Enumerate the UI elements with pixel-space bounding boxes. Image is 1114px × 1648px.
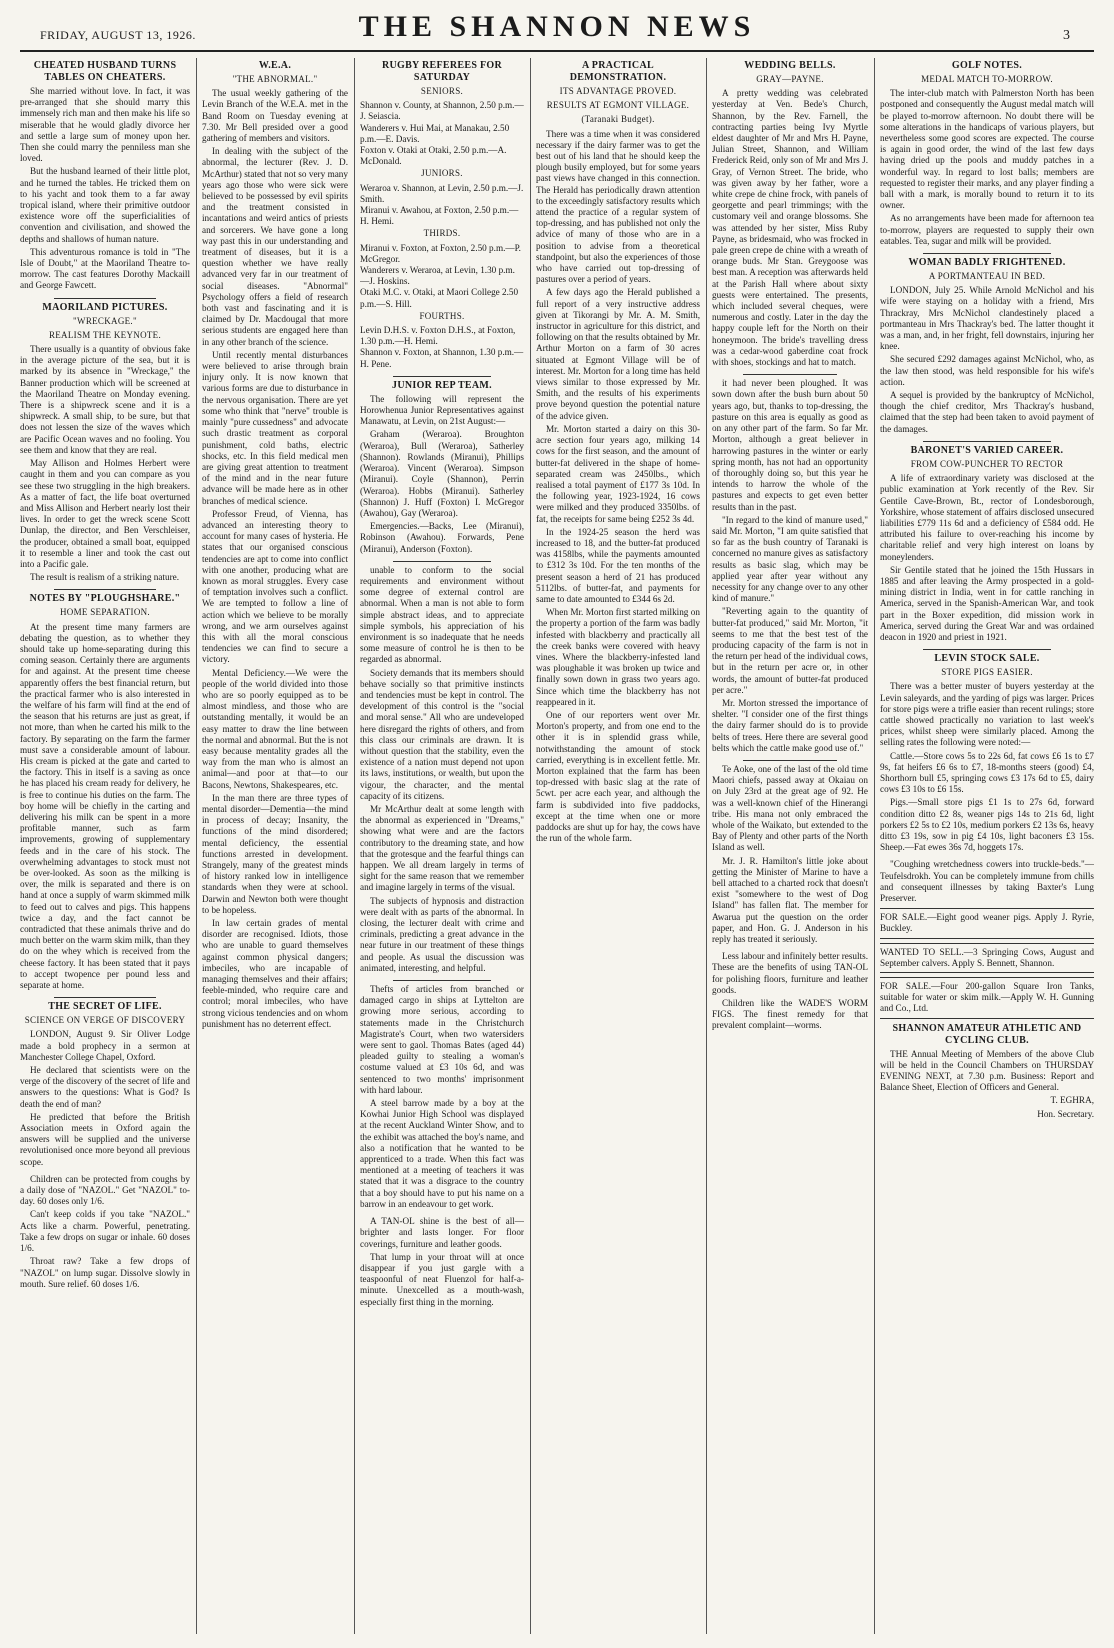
subheading: STORE PIGS EASIER. (941, 667, 1033, 678)
advertisement: "Coughing wretchedness cowers into truckle-beds."—Teufelsdrokh. You can be completely immune from chills and consequent illnesses by taking Baxter's Lung Preserver. (880, 859, 1094, 903)
advertisement: Can't keep colds if you take "NAZOL." Acts like a charm. Powerful, penetrating. Take a few drops on sugar or inhale. 60 doses 1/6. (20, 1209, 190, 1254)
headline: BARONET'S VARIED CAREER. (910, 444, 1064, 456)
article-wea (202, 60, 348, 1030)
fixture-line: Levin D.H.S. v. Foxton D.H.S., at Foxton, 1.30 p.m.—H. Hemi. (360, 325, 516, 347)
column-1 (20, 58, 190, 1634)
headline: RUGBY REFEREES FOR SATURDAY (381, 60, 503, 83)
club-notice (880, 1023, 1094, 1120)
article-news-briefs (712, 764, 868, 945)
fixture-line: Miranui v. Foxton, at Foxton, 2.50 p.m.—P. McGregor. (360, 242, 521, 264)
paragraph: There usually is a quantity of obvious fake in the average picture of the sea, but it is marked by its absence in "Wreckage," the Banner production which will be screened at the Maoriland Theatre on Monday evening. There is a shipwreck scene and it is a shipwreck. A small ship, to be sure, but that does not lessen the size of the waves which are Pacific Ocean waves and no fooling. You see them and know that they are real. (20, 344, 190, 455)
column-6 (880, 58, 1094, 1634)
column-rule (354, 58, 355, 1634)
paragraph: Mr. J. R. Hamilton's little joke about getting the Minister of Marine to have a bell attached to a charted rock that doesn't exist "somewhere to the west of Dog Island" has fallen flat. The member for Awarua put the question on the order paper, and Hon. G. J. Anderson in his reply has treated it seriously. (712, 855, 868, 945)
notice-body: THE Annual Meeting of Members of the above Club will be held in the Council Chambers on THURSDAY EVENING NEXT, at 7.30 p.m. Business: Report and Balance Sheet, Election of Officers and General. (880, 1048, 1094, 1093)
article-cheated-husband (20, 60, 190, 292)
paragraph: Mr McArthur dealt at some length with the abnormal as experienced in "Dreams," showing what were and are the factors contributory to the dreaming state, and how that the grotesque and the fearful things can happen. We all dream largely in terms of sight for the same reason that we remember and imagine largely in terms of the visual. (360, 803, 524, 893)
paragraph: "Reverting again to the quantity of butter-fat produced," said Mr. Morton, "it seems to me that the best test of the producing capacity of the farm is not in the return per head of the individual cows, but in the return per acre or, in other words, the amount of butter-fat produced per acre." (712, 606, 868, 695)
masthead (20, 8, 1094, 52)
paragraph: The following will represent the Horowhenua Junior Representatives against Manawatu, at Levin, on 21st August:— (360, 393, 524, 427)
article-maoriland-pictures (20, 302, 190, 584)
paragraph: it had never been ploughed. It was sown down after the bush burn about 50 years ago, but, thanks to top-dressing, the pasture on this area is equally as good as on any other part of the farm. So far Mr. Morton, although a great believer in harrowing pastures in the winter or early spring month, has not had an opportunity of thoroughly doing so, but this year he intends to harrow the whole of the pastures and expects to get even better results than in the past. (712, 378, 868, 512)
article-news-briefs (360, 984, 524, 1210)
article-secret-of-life (20, 1001, 190, 1168)
paragraph: At the present time many farmers are debating the question, as to whether they should take up home-separating during this coming season. Certainly there are arguments for and against. At the present time cheese apparently offers the best financial return, but the practical farmer who is also interested in the welfare of his farm will find at the end of the season that his returns are just as great, if not more, than when he carted his milk to the factory. By separating on the farm the farmer must save a considerable amount of labour. His cream is picked at the gate and carted to the factory. This in itself is a saving as once he has placed his cream ready for delivery, he is free to continue his duties on the farm. The boy home will be chiefly in the carting and delivering his milk can be spent in a more profitable manner, such as farm improvements, growing of supplementary feeds and in the care of his stock. The overwhelming advantages to stock must not be over-looked. As soon as the milking is over, the milk is separated and there is on hand at once a supply of warm skimmed milk to feed out to calves and pigs. This happens twice a day, and the fact cannot be contradicted that these animals thrive and do much better on the warm skim milk, than they do on the whey which is received from the cheese factory. It has been stated that it pays to accept twopence per pound less and separate at home. (20, 621, 190, 991)
headline: JUNIOR REP TEAM. (392, 379, 492, 391)
fixture-line: Otaki M.C. v. Otaki, at Maori College 2.50 p.m.—S. Hill. (360, 287, 519, 309)
paragraph: The usual weekly gathering of the Levin Branch of the W.E.A. met in the Band Room on Tuesday evening at 7.30. Mr Bell presided over a good gathering of members and visitors. (202, 88, 348, 144)
paragraph: The inter-club match with Palmerston North has been postponed and consequently the August medal match will be played to-morrow afternoon. No doubt there will be some alterations in the handicaps of various players, but nevertheless some good scores are expected. The course is again in good order, the wind of the last few days having dried up the pools and muddy patches in a wonderful way. In regard to lost balls; members are requested to register their marks, and any player finding a ball with a mark, is morally bound to return it to its owner. (880, 88, 1094, 211)
paragraph: She secured £292 damages against McNichol, who, as the law then stood, was held responsible for his wife's action. (880, 354, 1094, 387)
paragraph: A sequel is provided by the bankruptcy of McNichol, though the chief creditor, Mrs Thackray's husband, claimed that the step had been taken to avoid payment of the damages. (880, 390, 1094, 434)
subheading: "THE ABNORMAL." (232, 74, 318, 84)
advertisement: That lump in your throat will at once disappear if you just gargle with a teaspoonful of neat Fluenzol for half-a-minute. Unexcelled as a mouth-wash, especially first thing in the morning. (360, 1251, 524, 1307)
subheading: THIRDS. (423, 228, 461, 239)
paragraph: Emergencies.—Backs, Lee (Miranui), Robinson (Awahou). Forwards, Pene (Miranui), Anderson (Foxton). (360, 521, 524, 554)
paragraph: Graham (Weraroa). Broughton (Weraroa), Bull (Weraroa), Satherley (Shannon). Rowlands (Miranui), Phillips (Weraroa). Vincent (Weraroa). Simpson (Miranui). Coyle (Shannon), Perrin (Weraroa). Hobbs (Miranui). Satherley (Shannon) J. Huff (Foxton) I. McGregor (Awahou), Gay (Weraroa). (360, 429, 524, 518)
paragraph: The subjects of hypnosis and distraction were dealt with as parts of the abnormal. In closing, the lecturer dealt with crime and criminals, predicting a great advance in the near future in our treatment of these things and people. As usual the discussion was animated, interesting, and helpful. (360, 895, 524, 973)
paragraph: Sir Gentile stated that he joined the 15th Hussars in 1885 and after leaving the Army prospected in a gold-mining district in India, went in for cattle ranching in America, served in the Spanish-American War, and took part in the Boxer expedition, did mission work in America, served during the Great War and was ordained deacon in 1920 and priest in 1921. (880, 564, 1094, 642)
classified-ad (880, 943, 1094, 973)
headline: MAORILAND PICTURES. (42, 301, 168, 313)
advertisement: Less labour and infinitely better results. These are the benefits of using TAN-OL for polishing floors, furniture and leather goods. (712, 951, 868, 995)
article-levin-stock-sale (880, 653, 1094, 853)
ad-text: FOR SALE.—Four 200-gallon Square Iron Tanks, suitable for water or skim milk.—Apply W. H. Gunning and Co., Ltd. (880, 981, 1094, 1014)
advertisement: A TAN-OL shine is the best of all—brighter and lasts longer. For floor coverings, furniture and leather goods. (360, 1216, 524, 1249)
source-note: (Taranaki Budget). (581, 114, 655, 125)
column-3 (360, 58, 524, 1634)
paragraph: A steel barrow made by a boy at the Kowhai Junior High School was displayed at the recent Auckland Winter Show, and to the exhibit was attached the boy's name, and also a notification that he wanted to be apprenticed to a trade. When this fact was mentioned at a meeting of teachers it was stated that it was a disgrace to the country that a boy should have to put his name on a barrow in an endeavour to get work. (360, 1098, 524, 1209)
headline: CHEATED HUSBAND TURNS TABLES ON CHEATERS. (33, 60, 177, 83)
subheading: SENIORS. (420, 86, 464, 96)
issue-date: FRIDAY, AUGUST 13, 1926. (40, 28, 196, 42)
subheading: JUNIORS. (421, 168, 463, 179)
paragraph: In dealing with the subject of the abnormal, the lecturer (Rev. J. D. McArthur) stated that not so very many years ago those who were sick were believed to be possessed by evil spirits and the treatment consisted in incantations and weird antics of priests and sorcerers. We have gone a long way past this in our understanding and treatment of diseases, but it is a question whether we have really advanced very far in our treatment of social diseases. "Abnormal" Psychology offers a field of research both vast and fascinating and it is claimed by Dr. Macdougal that more serious students are engaged here than in any other branch of the science. (202, 146, 348, 347)
headline: GOLF NOTES. (951, 60, 1023, 71)
paragraph: As no arrangements have been made for afternoon tea to-morrow, players are requested to supply their own eatables. Tea, sugar and milk will be provided. (880, 213, 1094, 246)
newspaper-title: THE SHANNON NEWS (358, 10, 756, 43)
paragraph: This adventurous romance is told in "The Isle of Doubt," at the Maoriland Theatre to-morrow. The cast features Dorothy Mackaill and George Fawcett. (20, 246, 190, 291)
paragraph: Society demands that its members should behave socially so that primitive instincts and tendencies must be kept in control. The development of this control is the "social and moral sense." All who are undeveloped here disregard the rights of others, and from this class our criminals are drawn. It is without question that the stability, even the existence of a nation must depend not upon its laws, institutions, or wealth, but upon the vigour, the character, and the mental capacity of its citizens. (360, 667, 524, 801)
classified-ad (880, 908, 1094, 938)
headline: NOTES BY "PLOUGHSHARE." (29, 593, 181, 605)
subheading: MEDAL MATCH TO-MORROW. (921, 74, 1053, 84)
fixture-line: Shannon v. Foxton, at Shannon, 1.30 p.m.—H. Pene. (360, 347, 524, 369)
classified-ad (880, 977, 1094, 1019)
advertisement: Children can be protected from coughs by a daily dose of "NAZOL." Get "NAZOL" to-day. 60 doses only 1/6. (20, 1173, 190, 1207)
paragraph: A pretty wedding was celebrated yesterday at Ven. Bede's Church, Shannon, by the Rev. Farnell, the contracting parties being Ivy Myrtle eldest daughter of Mr and Mrs H. Payne, Julian Street, Shannon, and William Frederick Reid, only son of Mr and Mrs J. Gray, of Vernon Street. The bride, who was given away by her father, wore a white crepe de chine frock, with panels of georgette and pearl trimmings; with the customary veil and orange blossoms. She was attended by her sister, Miss Ruby Payne, as bridesmaid, who was frocked in pale green crepe de chine with a wreath of orange buds. Mr Stan. Greygoose was best man. A reception was afterwards held at the Parish Hall where about sixty guests were entertained. The presents, which included several cheques, were numerous and costly. Later in the day the happy couple left for the North on their honeymoon. The bride's travelling dress was a cedar-wood gaberdine coat frock with shoes, stockings and hat to match. (712, 88, 868, 368)
fixture-line: Wanderers v. Weraroa, at Levin, 1.30 p.m.—J. Hoskins. (360, 265, 515, 287)
subheading: HOME SEPARATION. (60, 607, 150, 618)
headline: W.E.A. (258, 60, 292, 71)
paragraph: Cattle.—Store cows 5s to 22s 6d, fat cows £6 1s to £7 9s, fat heifers £6 6s to £7, 18-months steers (good) £4, Shorthorn bull £5, springing cows £3 17s 6d to £5, dairy cows £3 10s to £6 15s. (880, 750, 1094, 795)
headline: SHANNON AMATEUR ATHLETIC AND CYCLING CLUB. (892, 1022, 1082, 1046)
headline: WOMAN BADLY FRIGHTENED. (908, 257, 1066, 269)
paragraph: Mr. Morton stressed the importance of shelter. "I consider one of the first things the dairy farmer should do is to provide belts of trees. Here there are several good belts which the cattle make good use of." (712, 697, 868, 753)
fixture-line: Miranui v. Awahou, at Foxton, 2.50 p.m.—H. Hemi. (360, 205, 519, 227)
article-rugby-referees (360, 60, 524, 370)
article-demonstration-continued (712, 378, 868, 754)
article-wea-continued (360, 565, 524, 974)
paragraph: Pigs.—Small store pigs £1 1s to 27s 6d, forward condition ditto £2 8s, weaner pigs 14s to 21s 6d, light porkers £2 5s to £2 10s, medium porkers £2 13s 6s, heavy ditto £3 19s, sow in pig £4 10s, light baconers £3 15s. Sheep.—Fat ewes 36s 7d, hoggets 17s. (880, 797, 1094, 853)
fixture-line: Weraroa v. Shannon, at Levin, 2.50 p.m.—J. Smith. (360, 182, 524, 204)
paragraph: In the 1924-25 season the herd was increased to 18, and the butter-fat produced was 4158lbs, while the payments amounted to £312 3s 10d. For the ten months of the present season a herd of 21 has produced 5112lbs. of butter-fat, and payments for same to date amounted to £344 6s 2d. (536, 526, 700, 604)
subheading: GRAY—PAYNE. (756, 74, 824, 84)
paragraph: LONDON, August 9. Sir Oliver Lodge made a bold prophecy in a sermon at Manchester College Chapel, Oxford. (20, 1029, 190, 1062)
ad-text: FOR SALE.—Eight good weaner pigs. Apply J. Ryrie, Buckley. (880, 912, 1094, 934)
paragraph: In law certain grades of mental disorder are recognised. Idiots, those who are unable to guard themselves against common physical dangers; imbeciles, who are incapable of managing themselves and their affairs; feeble-minded, who require care and control; moral imbeciles, who have strong vicious tendencies and on whom punishment has no deterrent effect. (202, 918, 348, 1029)
page-number: 3 (1063, 28, 1070, 43)
article-wedding-bells (712, 60, 868, 368)
article-practical-demonstration (536, 60, 700, 844)
signature-title: Hon. Secretary. (1037, 1108, 1094, 1119)
fixture-line: Foxton v. Otaki at Otaki, 2.50 p.m.—A. McDonald. (360, 145, 507, 167)
paragraph: But the husband learned of their little plot, and he turned the tables. He tricked them on to his yacht and took them to a far away tropical island, where their primitive outdoor existence wore off the superficialities of convention and civilisation, and showed the depths and shallows of human nature. (20, 166, 190, 244)
paragraph: One of our reporters went over Mr. Morton's property, and from one end to the other it is in splendid grass while, notwithstanding the amount of stock carried, everything is in excellent fettle. Mr. Morton explained that the farm has been top-dressed with basic slag at the rate of 5cwt. per acre each year, and although the farm is subdivided into five paddocks, except at the time when one or more paddocks are shut up for hay, the cows have the run of the whole farm. (536, 709, 700, 844)
column-rule (874, 58, 875, 1634)
fixture-line: Wanderers v. Hui Mai, at Manakau, 2.50 p.m.—E. Davis. (360, 122, 510, 144)
advertisement: Children like the WADE'S WORM FIGS. The finest remedy for that prevalent complaint—worms. (712, 998, 868, 1031)
paragraph: He predicted that before the British Association meets in Oxford again the answers will be supplied and the universe revolutionised once more beyond all previous scope. (20, 1111, 190, 1167)
paragraph: Professor Freud, of Vienna, has advanced an interesting theory to account for many cases of hysteria. He states that our organised conscious tendencies are apt to come into conflict with one another, producing what are known as moral struggles. Every case of temptation involves such a conflict. We are tempted to follow a line of action which we believe to be morally wrong, and we arm ourselves against this with all the moral conscious tendencies we can find to secure a victory. (202, 508, 348, 665)
paragraph: May Allison and Holmes Herbert were caught in them and you can compare as you see these two struggling in the high breakers. As a matter of fact, the life boat overturned and Miss Allison and Herbert nearly lost their lives. In order to get the wreck scene Scott Dunlap, the director, and Ben Verschleiser, the producer, obtained a small boat, equipped it to resemble a liner and took the cast out into a Pacific gale. (20, 458, 190, 569)
article-golf-notes (880, 60, 1094, 247)
paragraph: "In regard to the kind of manure used," said Mr. Morton, "I am quite satisfied that so far as the bush country of Taranaki is concerned no manure gives as satisfactory results as basic slag, which may be applied year after year without any necessity for any change over to any other kind of manure." (712, 514, 868, 604)
paragraph: In the man there are three types of mental disorder—Dementia—the mind in process of decay; Insanity, the functions of the mind disordered; mental deficiency, the essential functions arrested in development. Strangely, many of the greatest minds of history ranked low in intelligence standards when they were at school. Darwin and Newton both were thought to be hopeless. (202, 792, 348, 915)
subheading: FOURTHS. (419, 310, 465, 321)
paragraph: When Mr. Morton first started milking on the property a portion of the farm was badly infested with blackberry and practically all the creek banks were covered with heavy vines. Where the blackberry-infested land was ploughable it was broken up twice and finally sown down in grass two years ago. Since which time the blackberry has not reappeared in it. (536, 607, 700, 707)
paragraph: A few days ago the Herald published a full report of a very instructive address given at Tikorangi by Mr. A. M. Smith, instructor in agriculture for this district, and following on that the results obtained by Mr. Arthur Morton on a farm of 30 acres situated at Egmont Village will be of interest. Mr. Morton for a long time has held views similar to those expressed by Mr. Smith, and the results of his experiments prove beyond question the potential nature of the advice given. (536, 287, 700, 421)
paragraph: Mental Deficiency.—We were the people of the world divided into those who are so poorly equipped as to be almost mindless, and those who are outstanding mentally, it would be an easy matter to draw the line between the normal and abnormal. But the is not easy because mentality grades all the way from the man who is almost an animal—and poor at that—to our Bacons, Newtons, Shakespeares, etc. (202, 667, 348, 790)
column-2 (202, 58, 348, 1634)
headline: A PRACTICAL DEMONSTRATION. (569, 60, 667, 83)
subheading: "WRECKAGE." (73, 315, 137, 326)
subheading: FROM COW-PUNCHER TO RECTOR (910, 458, 1064, 469)
column-4 (536, 58, 700, 1634)
headline: LEVIN STOCK SALE. (934, 653, 1040, 665)
paragraph: Te Aoke, one of the last of the old time Maori chiefs, passed away at Okaiau on on July 23rd at the great age of 92. He was a well-known chief of the Hinerangi tribe. His mana not only embraced the whole of the Waikato, but extended to the Bay of Plenty and other parts of the North Island as well. (712, 763, 868, 853)
column-rule (196, 58, 197, 1634)
subheading: SCIENCE ON VERGE OF DISCOVERY (24, 1015, 186, 1026)
ad-text: WANTED TO SELL.—3 Springing Cows, August and September calvers. Apply S. Bennett, Shannon. (880, 946, 1094, 968)
article-baronet-career (880, 445, 1094, 643)
paragraph: Thefts of articles from branched or damaged cargo in ships at Lyttelton are growing more serious, according to statements made in the Christchurch Magistrate's Court, when two watersiders were sent to gaol. Thomas Bates (aged 44) pleaded guilty to stealing a woman's costume valued at £3 10s 6d, and was sentenced to two months' imprisonment with hard labour. (360, 984, 524, 1095)
subheading: RESULTS AT EGMONT VILLAGE. (546, 100, 690, 111)
paragraph: A life of extraordinary variety was disclosed at the public examination at York recently of the Rev. Sir Gentile Cave-Brown, Bt., rector of Londesborough, Yorkshire, whose statement of affairs disclosed unsecured liabilities £779 11s 6d and a deficiency of £584 odd. He attributed his failure to over-reaching his income by charitable relief and very high interest on loans by moneylenders. (880, 473, 1094, 562)
paragraph: The result is realism of a striking nature. (30, 572, 180, 583)
article-woman-frightened (880, 257, 1094, 435)
paragraph: LONDON, July 25. While Arnold McNichol and his wife were staying on a holiday with a friend, Mrs Thrackray, Mrs McNichol clandestinely placed a portmanteau in Mrs Thackray's bed. The latter thought it was a man, and, in her fright, fell downstairs, injuring her knee. (880, 285, 1094, 352)
headline: THE SECRET OF LIFE. (48, 1001, 162, 1013)
subheading: REALISM THE KEYNOTE. (48, 329, 162, 340)
paragraph: There was a time when it was considered necessary if the dairy farmer was to get the best out of his land that he should keep the plough busily employed, but for some years past views have changed in this connection. The Herald has periodically drawn attention to the exceedingly satisfactory results which attend the practice of a regular system of top-dressing, and has published not only the advice of many of those who are in a position to advise from a theoretical standpoint, but also the experiences of those who have carried out top-dressing of pastures over a period of years. (536, 128, 700, 285)
article-ploughshare-notes (20, 593, 190, 991)
subheading: ITS ADVANTAGE PROVED. (559, 86, 677, 96)
article-junior-rep-team (360, 380, 524, 555)
signature-name: T. EGHRA, (1050, 1095, 1094, 1106)
column-5 (712, 58, 868, 1634)
fixture-line: Shannon v. County, at Shannon, 2.50 p.m.—J. Seiascia. (360, 100, 524, 122)
paragraph: There was a better muster of buyers yesterday at the Levin saleyards, and the yarding of pigs was larger. Prices for store pigs were a trifle easier than recent rulings; store cattle showed practically no variation to last week's prices, whilst sheep were similarly placed. Among the selling rates the following were noted:— (880, 681, 1094, 748)
advertisement: Throat raw? Take a few drops of "NAZOL" on lump sugar. Dissolve slowly in mouth. Sure relief. 60 doses 1/6. (20, 1256, 190, 1289)
headline: WEDDING BELLS. (744, 60, 836, 71)
column-rule (530, 58, 531, 1634)
paragraph: He declared that scientists were on the verge of the discovery of the secret of life and answers to the questions: What is God? Is death the end of man? (20, 1065, 190, 1109)
paragraph: unable to conform to the social requirements and environment without some degree of external control are abnormal. When a man is not able to form simple abstract ideas, and to appreciate simple symbols, his appreciation of his environment is so inadequate that he needs some measure of control he is then to be regarded as abnormal. (360, 564, 524, 665)
paragraph: Mr. Morton started a dairy on this 30-acre section four years ago, milking 14 cows for the first season, and the amount of butter-fat delivered in the shape of home-separated cream was 2450lbs., which realised a total payment of £177 3s 10d. In the following year, 1923-1924, 16 cows were milked and they produced 3350lbs. of fat, the receipts for same being £252 3s 4d. (536, 423, 700, 524)
subheading: A PORTMANTEAU IN BED. (928, 271, 1046, 282)
column-rule (706, 58, 707, 1634)
paragraph: Until recently mental disturbances were believed to arise through brain injury only. It is now known that various forms are due to disturbance in the nervous organisation. There are yet some who think that "nerve" trouble is mainly "pure cussedness" and advocate such drastic treatment as corporal punishment, cold baths, electric shocks, etc. In this field medical men are giving great attention to treatment of the mind and in the near future advance will be made here as in other branches of medical science. (202, 349, 348, 506)
paragraph: She married without love. In fact, it was pre-arranged that she should marry this immensely rich man and then make his life so miserable that he would gladly divorce her and settle a large sum of money upon her. Then she could marry the penniless man she loved. (20, 86, 190, 164)
